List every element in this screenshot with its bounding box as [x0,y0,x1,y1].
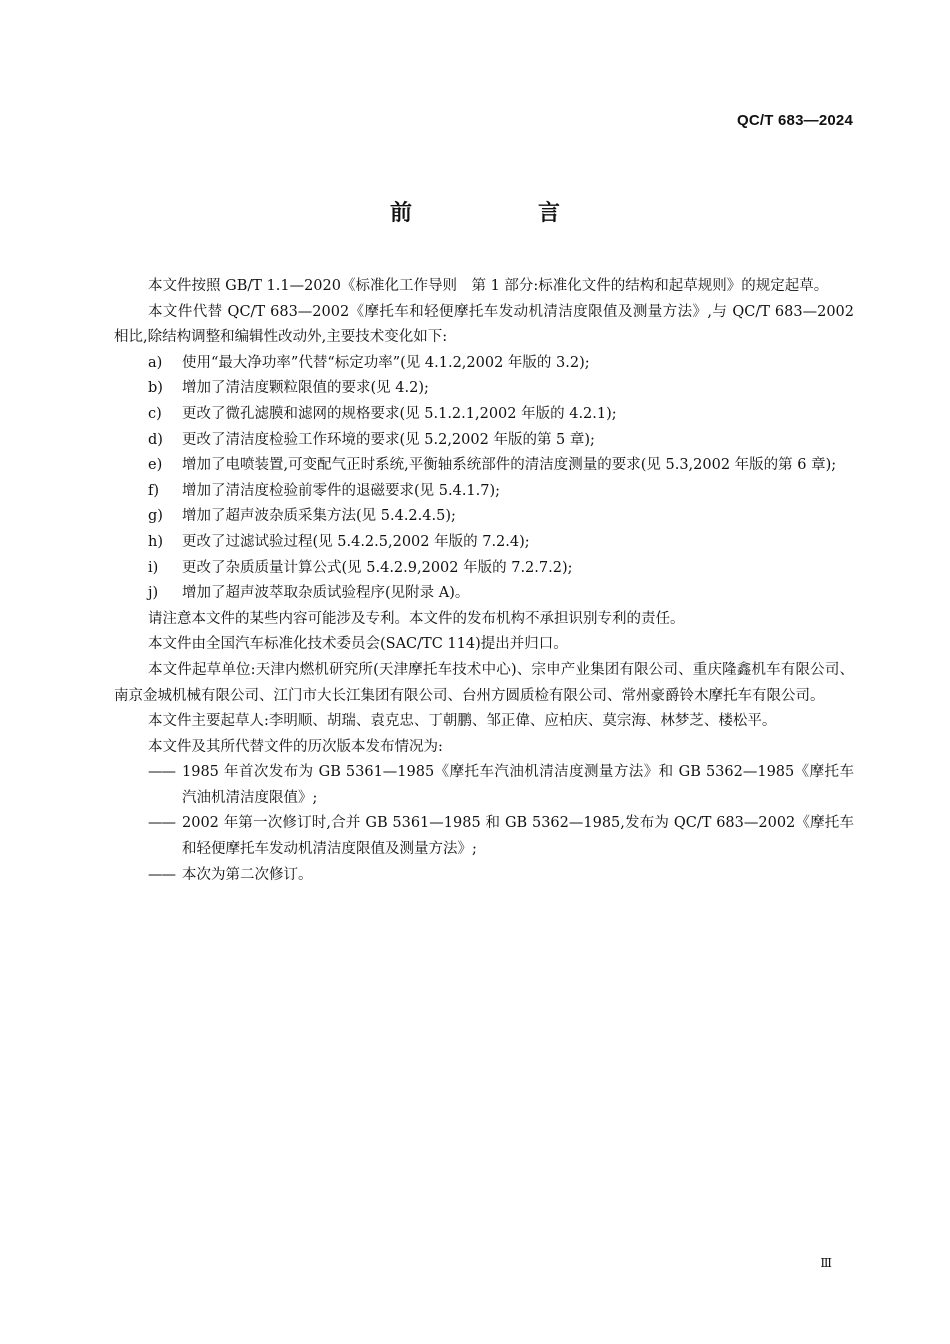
paragraph-proposer: 本文件由全国汽车标准化技术委员会(SAC/TC 114)提出并归口。 [148,636,568,653]
history-item [114,863,854,889]
list-item [114,530,854,556]
list-item-text: 增加了超声波萃取杂质试验程序(见附录 A)。 [182,585,470,602]
page-number: Ⅲ [820,1256,832,1270]
list-item-marker: j) [148,585,159,602]
paragraph-history-intro: 本文件及其所代替文件的历次版本发布情况为: [148,738,443,755]
changes-list [114,351,854,607]
history-item-text: 1985 年首次发布为 GB 5361—1985《摩托车汽油机清洁度测量方法》和 GB 5362—1985《摩托车汽油机清洁度限值》; [182,764,854,806]
list-item [114,351,854,377]
list-item-marker: h) [148,533,163,550]
list-item [114,376,854,402]
list-item [114,479,854,505]
list-item-text: 增加了电喷装置,可变配气正时系统,平衡轴系统部件的清洁度测量的要求(见 5.3,2002 年版的第 6 章); [182,457,837,474]
list-item-marker: f) [148,482,160,499]
list-item-marker: d) [148,431,163,448]
list-item [114,428,854,454]
list-item [114,581,854,607]
list-item-text: 使用“最大净功率”代替“标定功率”(见 4.1.2,2002 年版的 3.2); [182,354,590,371]
list-item [114,504,854,530]
paragraph-patent-notice: 请注意本文件的某些内容可能涉及专利。本文件的发布机构不承担识别专利的责任。 [148,610,685,627]
list-item-text: 增加了清洁度检验前零件的退磁要求(见 5.4.1.7); [182,482,501,499]
history-list [114,760,854,888]
list-item-marker: b) [148,380,163,397]
dash-marker: —— [148,764,175,781]
dash-marker: —— [148,815,175,832]
list-item-text: 增加了超声波杂质采集方法(见 5.4.2.4.5); [182,508,456,525]
list-item-text: 更改了微孔滤膜和滤网的规格要求(见 5.1.2.1,2002 年版的 4.2.1); [182,405,617,422]
dash-marker: —— [148,866,175,883]
paragraph-drafting-basis: 本文件按照 GB/T 1.1—2020《标准化工作导则 第 1 部分:标准化文件的结构和起草规则》的规定起草。 [148,278,829,294]
history-item [114,811,854,862]
list-item [114,402,854,428]
document-code: QC/T 683—2024 [737,112,853,129]
paragraph-drafters: 本文件主要起草人:李明顺、胡瑞、袁克忠、丁朝鹏、邹正偉、应柏庆、莫宗海、林梦芝、楼松平。 [148,713,777,730]
list-item-marker: i) [148,559,159,576]
list-item-marker: a) [148,354,163,371]
history-item-text: 本次为第二次修订。 [182,866,313,883]
list-item-text: 增加了清洁度颗粒限值的要求(见 4.2); [182,380,429,397]
list-item-text: 更改了过滤试验过程(见 5.4.2.5,2002 年版的 7.2.4); [182,533,530,550]
paragraph-drafting-units: 本文件起草单位:天津内燃机研究所(天津摩托车技术中心)、宗申产业集团有限公司、重庆隆鑫机车有限公司、南京金城机械有限公司、江门市大长江集团有限公司、台州方圆质检有限公司、常州豪爵铃木摩托车有限公司。 [114,661,854,704]
paragraph-replacement: 本文件代替 QC/T 683—2002《摩托车和轻便摩托车发动机清洁度限值及测量方法》,与 QC/T 683—2002 相比,除结构调整和编辑性改动外,主要技术变化如下: [114,303,854,346]
list-item [114,556,854,582]
history-item [114,760,854,811]
foreword-body [114,274,854,888]
list-item-marker: g) [148,508,163,525]
list-item-text: 更改了杂质质量计算公式(见 5.4.2.9,2002 年版的 7.2.7.2); [182,559,573,576]
list-item-marker: c) [148,405,162,422]
list-item-marker: e) [148,457,163,474]
history-item-text: 2002 年第一次修订时,合并 GB 5361—1985 和 GB 5362—1985,发布为 QC/T 683—2002《摩托车和轻便摩托车发动机清洁度限值及测量方法》; [182,815,854,858]
page-title: 前 言 [389,201,612,226]
list-item [114,453,854,479]
list-item-text: 更改了清洁度检验工作环境的要求(见 5.2,2002 年版的第 5 章); [182,431,595,448]
